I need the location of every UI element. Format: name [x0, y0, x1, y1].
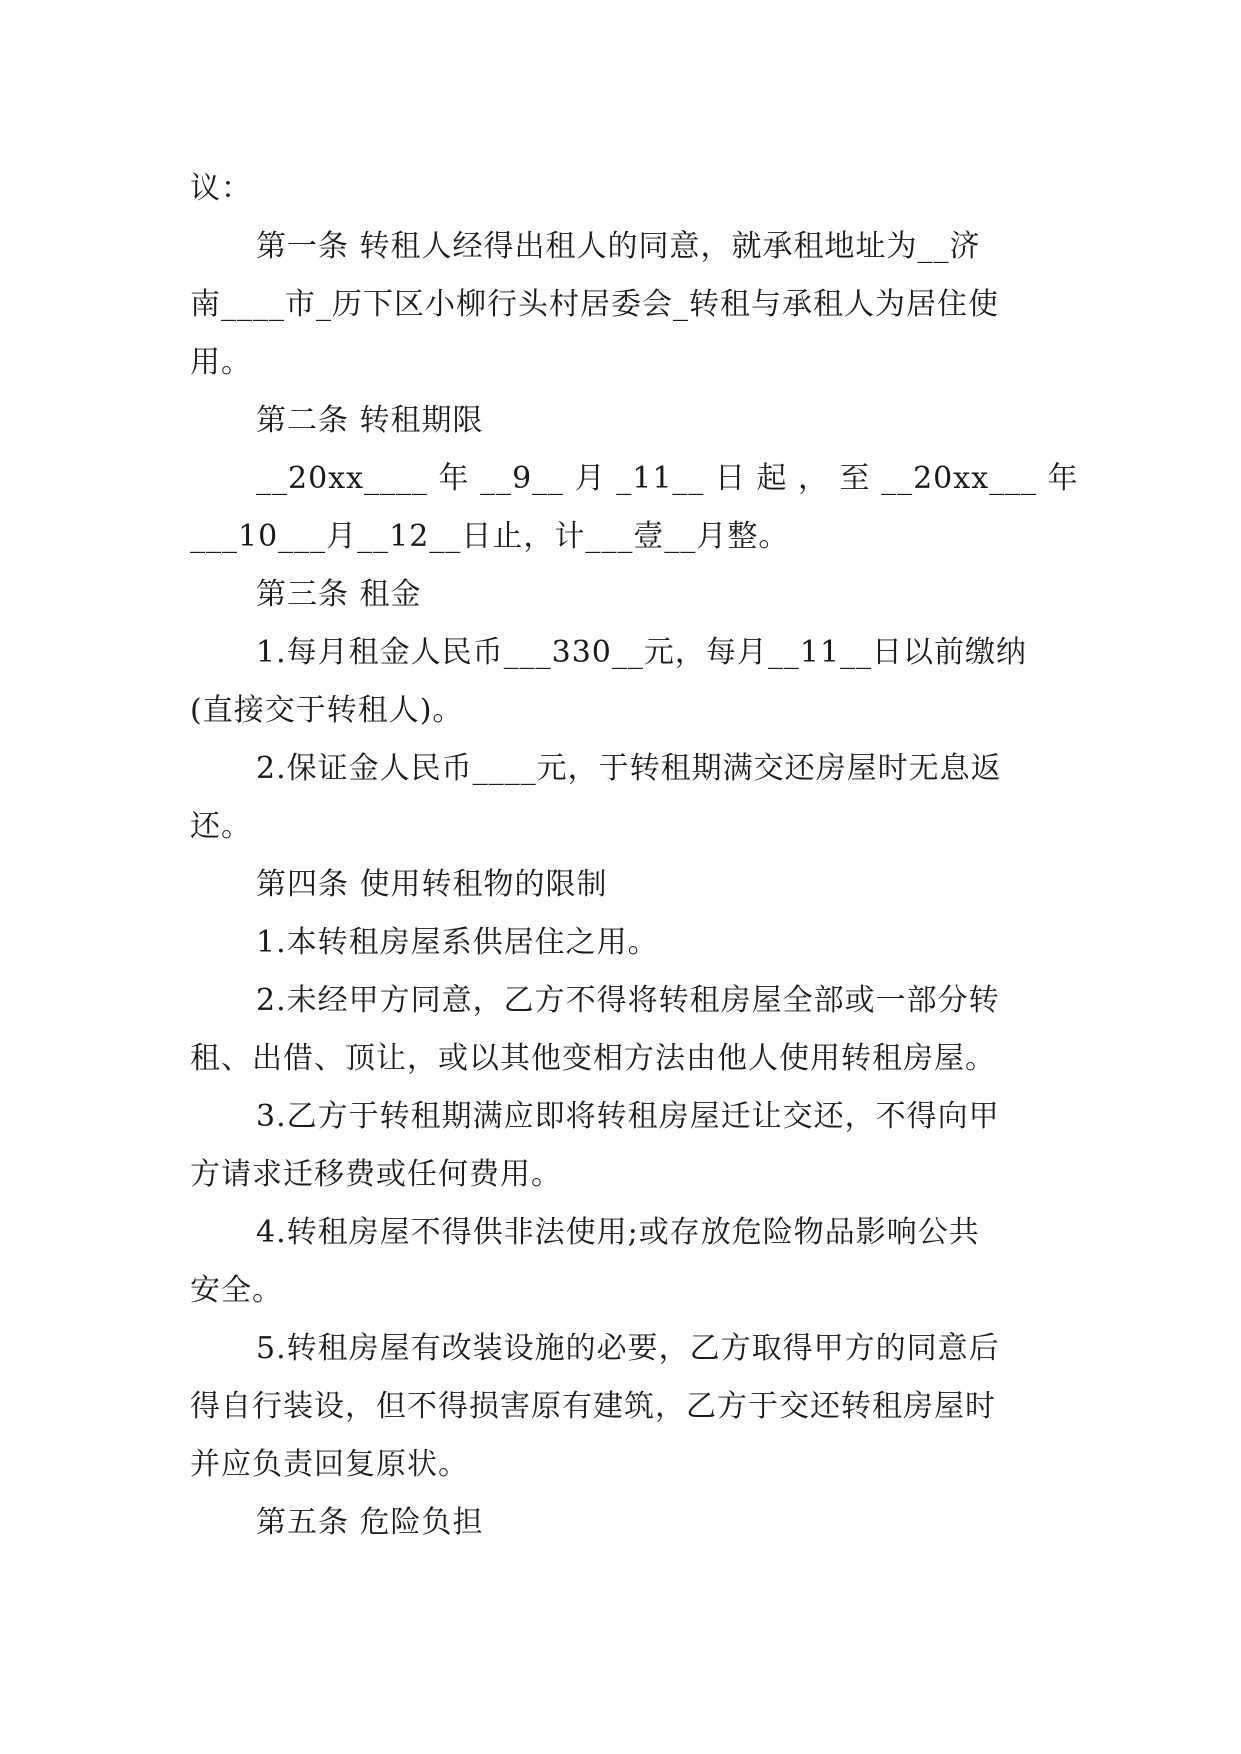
text-line: 租、出借、顶让，或以其他变相方法由他人使用转租房屋。 — [190, 1041, 996, 1076]
text-line: 议： — [190, 171, 252, 206]
lease-period-line: __20xx____ 年 __9__ 月 _11__ 日 起 ， 至 __20xx___ 年 — [256, 461, 1079, 496]
text-line: 还。 — [190, 809, 252, 844]
text-line: 方请求迁移费或任何费用。 — [190, 1157, 562, 1192]
article-1-heading-line: 第一条 转租人经得出租人的同意，就承租地址为__济 — [256, 229, 981, 264]
deposit-clause-line: 2.保证金人民币____元，于转租期满交还房屋时无息返 — [256, 751, 1002, 786]
clause-line: 1.本转租房屋系供居住之用。 — [256, 925, 659, 960]
text-line: 得自行装设，但不得损害原有建筑，乙方于交还转租房屋时 — [190, 1389, 996, 1424]
article-2-heading: 第二条 转租期限 — [256, 403, 484, 438]
text-line: 用。 — [190, 345, 252, 380]
text-line: 并应负责回复原状。 — [190, 1447, 469, 1482]
clause-line: 4.转租房屋不得供非法使用;或存放危险物品影响公共 — [256, 1215, 980, 1250]
article-5-heading: 第五条 危险负担 — [256, 1505, 484, 1540]
document-body — [190, 160, 1079, 1552]
clause-line: 5.转租房屋有改装设施的必要，乙方取得甲方的同意后 — [256, 1331, 1000, 1366]
clause-line: 2.未经甲方同意，乙方不得将转租房屋全部或一部分转 — [256, 983, 1000, 1018]
text-line: 南____市_历下区小柳行头村居委会_转租与承租人为居住使 — [190, 287, 999, 322]
rent-clause-line: 1.每月租金人民币___330__元，每月__11__日以前缴纳 — [256, 635, 1028, 670]
clause-line: 3.乙方于转租期满应即将转租房屋迁让交还，不得向甲 — [256, 1099, 1000, 1134]
text-line: (直接交于转租人)。 — [190, 693, 464, 728]
article-4-heading: 第四条 使用转租物的限制 — [256, 867, 608, 902]
text-line: 安全。 — [190, 1273, 283, 1308]
text-line: ___10___月__12__日止，计___壹__月整。 — [190, 519, 790, 554]
article-3-heading: 第三条 租金 — [256, 577, 422, 612]
